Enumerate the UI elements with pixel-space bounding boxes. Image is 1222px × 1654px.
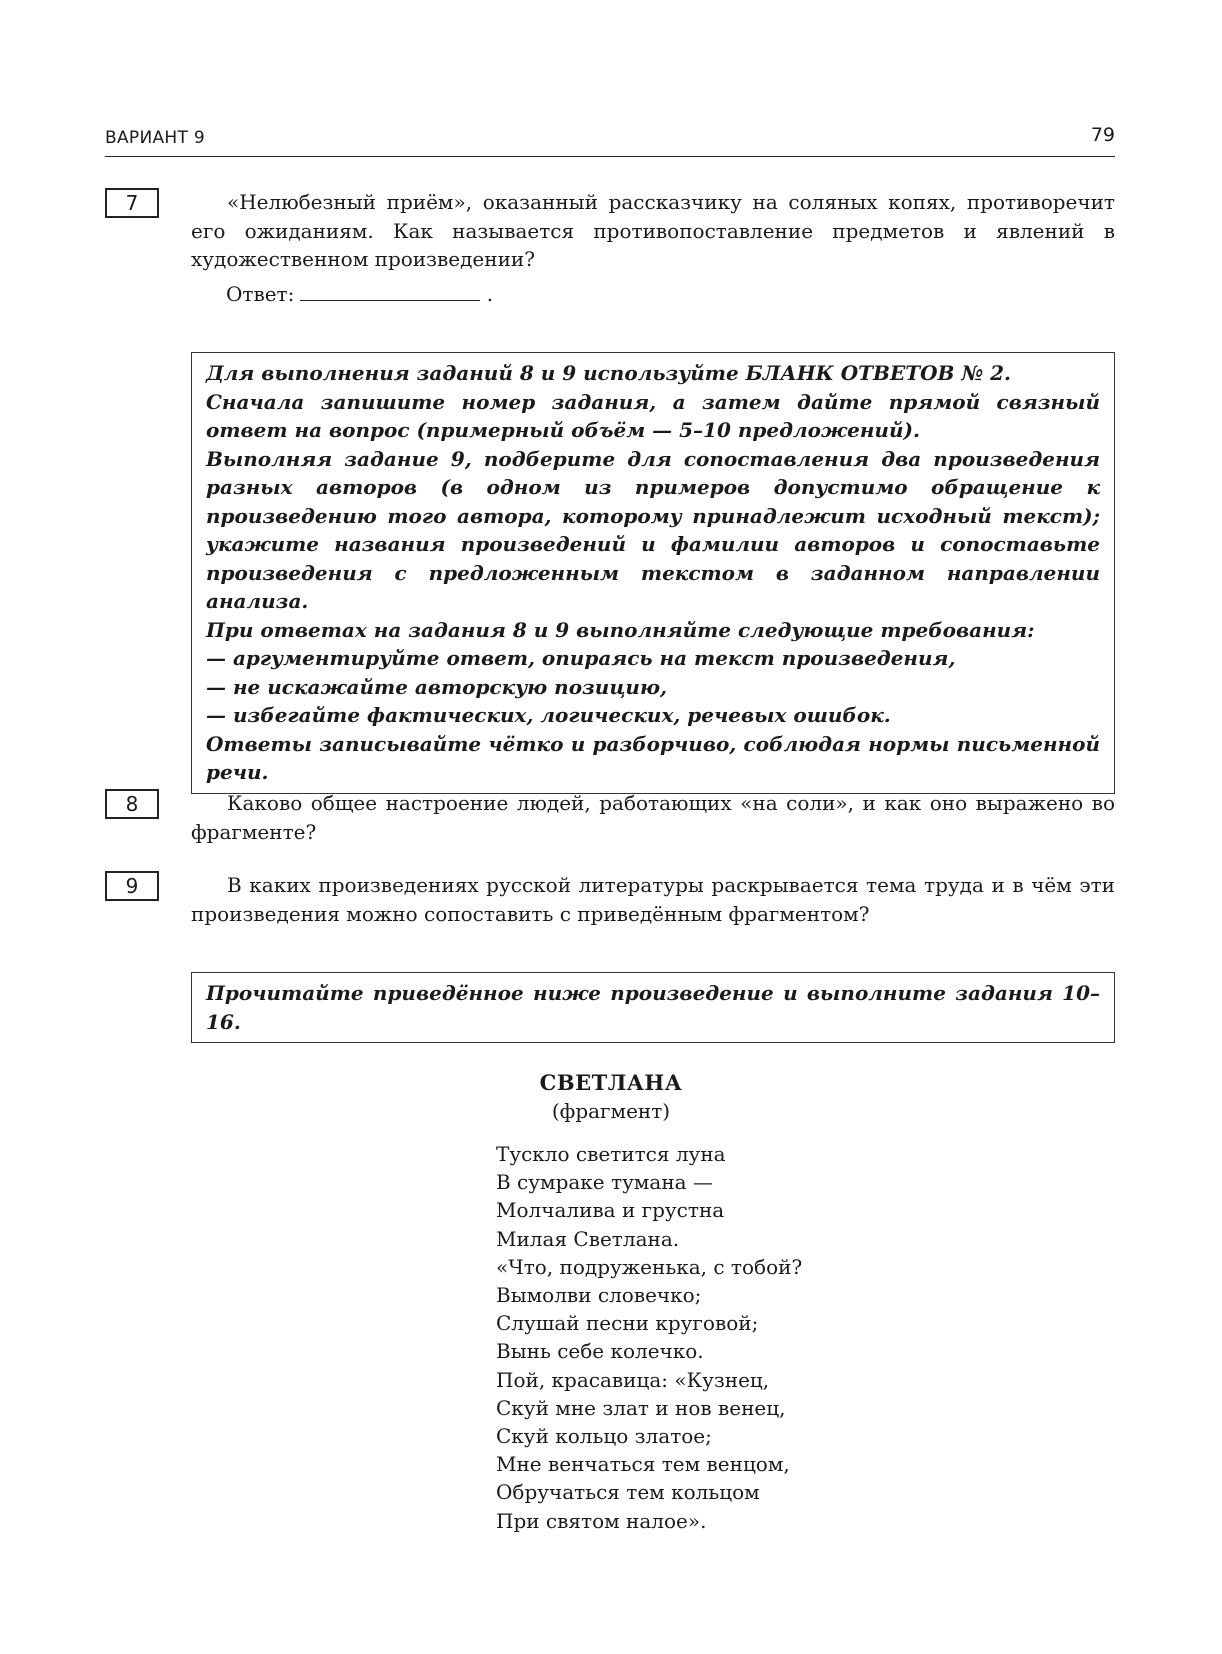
task-text xyxy=(191,188,1115,274)
answer-row xyxy=(226,282,1115,306)
poem-line: Вымолви словечко; xyxy=(496,1283,702,1308)
poem-line: Пой, красавица: «Кузнец, xyxy=(496,1367,770,1392)
task-number-box: 7 xyxy=(105,188,159,218)
poem-line: Слушай песни круговой; xyxy=(496,1311,759,1336)
poem-line: Тускло светится луна xyxy=(496,1142,726,1166)
poem-heading xyxy=(0,1070,1222,1123)
instruction-text: Сначала запишите номер задания, а затем дайте прямой связный ответ на вопрос (примерный объём — 5–10 предложений). xyxy=(206,389,1100,442)
task-9 xyxy=(105,871,1115,928)
task-8 xyxy=(105,789,1115,846)
task-7-question: «Нелюбезный приём», оказанный рассказчику на соляных копях, противоречит его ожиданиям. Как называется противопоставление предметов и явлений в художественном произведении? xyxy=(191,190,1115,271)
poem-line: Милая Светлана. xyxy=(496,1226,680,1251)
poem-line: Скуй кольцо златое; xyxy=(496,1424,712,1449)
instruction-text: — аргументируйте ответ, опираясь на текст произведения, xyxy=(206,646,956,670)
instruction-text: — не искажайте авторскую позицию, xyxy=(206,674,667,699)
read-instruction-text: Прочитайте приведённое ниже произведение и выполните задания 10–16. xyxy=(206,981,1100,1034)
poem-line: «Что, подруженька, с тобой? xyxy=(496,1254,803,1279)
page-number: 79 xyxy=(1090,124,1115,146)
task-8-question: Каково общее настроение людей, работающих «на соли», и как оно выражено во фрагменте? xyxy=(191,791,1115,844)
poem-title: СВЕТЛАНА xyxy=(539,1070,683,1095)
read-instruction-box xyxy=(191,972,1115,1043)
task-9-question: В каких произведениях русской литературы раскрывается тема труда и в чём эти произведения можно сопоставить с приведённым фрагментом? xyxy=(191,873,1115,926)
task-7 xyxy=(105,188,1115,306)
page-header xyxy=(105,120,1115,157)
poem-line: Скуй мне злат и нов венец, xyxy=(496,1395,786,1420)
poem-subtitle: (фрагмент) xyxy=(551,1099,671,1123)
poem-line: Вынь себе колечко. xyxy=(496,1339,704,1364)
instruction-text: — избегайте фактических, логических, речевых ошибок. xyxy=(206,703,891,727)
poem-line: Обручаться тем кольцом xyxy=(496,1480,760,1505)
task-number-box: 9 xyxy=(105,871,159,901)
answer-line[interactable] xyxy=(300,284,480,301)
answer-label: Ответ: xyxy=(226,281,295,306)
instruction-text: Ответы записывайте чётко и разборчиво, соблюдая нормы письменной речи. xyxy=(206,731,1100,784)
poem-line: Мне венчаться тем венцом, xyxy=(496,1452,790,1477)
answer-end: . xyxy=(486,281,494,306)
task-text xyxy=(191,789,1115,846)
instruction-text: Для выполнения заданий 8 и 9 используйте БЛАНК ОТВЕТОВ № 2. xyxy=(206,361,1011,385)
poem-line: В сумраке тумана — xyxy=(496,1170,713,1195)
poem-line: При святом налое». xyxy=(496,1508,707,1533)
instructions-box xyxy=(191,352,1115,794)
instruction-text: Выполняя задание 9, подберите для сопоставления два произведения разных авторов (в одном из примеров допустимо обращение к произведению того автора, которому принадлежит исходный текст); укажите названия произведений и фамилии авторов и сопоставьте произведения с предложенным текстом в заданном направлении анализа. xyxy=(206,446,1100,613)
variant-label: ВАРИАНТ 9 xyxy=(105,128,205,148)
task-text xyxy=(191,871,1115,928)
instruction-text: При ответах на задания 8 и 9 выполняйте следующие требования: xyxy=(206,617,1035,642)
task-number-box: 8 xyxy=(105,789,159,819)
poem-text xyxy=(496,1140,802,1535)
poem-line: Молчалива и грустна xyxy=(496,1198,725,1223)
